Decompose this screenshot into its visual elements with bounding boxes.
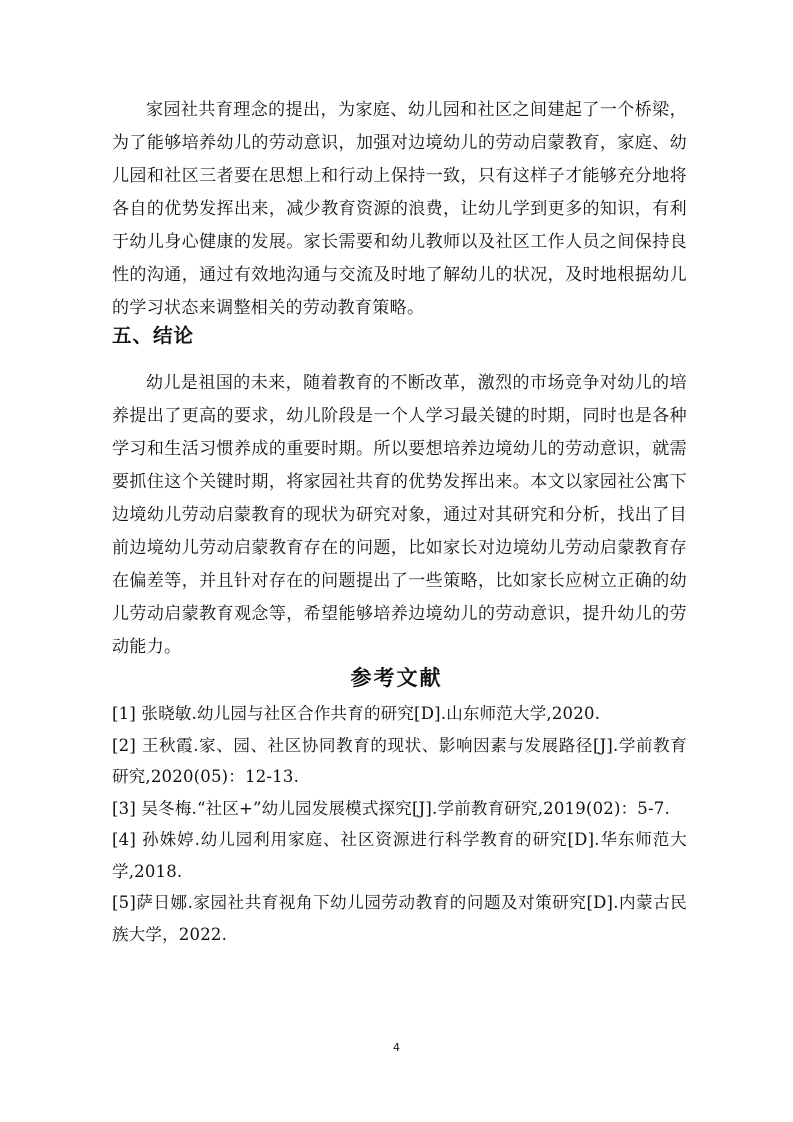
references-list — [112, 698, 687, 950]
reference-item: [5]萨日娜.家园社共育视角下幼儿园劳动教育的问题及对策研究[D].内蒙古民族大学，2022. — [112, 893, 687, 944]
reference-item: [3] 吴冬梅.“社区+”幼儿园发展模式探究[J].学前教育研究,2019(02)：5-7. — [112, 798, 670, 818]
reference-item: [4] 孙姝婷.幼儿园利用家庭、社区资源进行科学教育的研究[D].华东师范大学,2018. — [112, 830, 687, 881]
conclusion-paragraph: 幼儿是祖国的未来，随着教育的不断改革，激烈的市场竞争对幼儿的培养提出了更高的要求，幼儿阶段是一个人学习最关键的时期，同时也是各种学习和生活习惯养成的重要时期。所以要想培养边境幼儿的劳动意识，就需要抓住这个关键时期，将家园社共育的优势发挥出来。本文以家园社公寓下边境幼儿劳动启蒙教育的现状为研究对象，通过对其研究和分析，找出了目前边境幼儿劳动启蒙教育存在的问题，比如家长对边境幼儿劳动启蒙教育存在偏差等，并且针对存在的问题提出了一些策略，比如家长应树立正确的幼儿劳动启蒙教育观念等，希望能够培养边境幼儿的劳动意识，提升幼儿的劳动能力。 — [112, 373, 687, 657]
section-heading: 五、结论 — [112, 324, 195, 347]
references-title: 参考文献 — [350, 666, 443, 690]
body-paragraph: 家园社共育理念的提出，为家庭、幼儿园和社区之间建起了一个桥梁，为了能够培养幼儿的劳动意识，加强对边境幼儿的劳动启蒙教育，家庭、幼儿园和社区三者要在思想上和行动上保持一致，只有这样子才能够充分地将各自的优势发挥出来，减少教育资源的浪费，让幼儿学到更多的知识，有利于幼儿身心健康的发展。家长需要和幼儿教师以及社区工作人员之间保持良性的沟通，通过有效地沟通与交流及时地了解幼儿的状况，及时地根据幼儿的学习状态来调整相关的劳动教育策略。 — [112, 100, 687, 318]
reference-item: [1] 张晓敏.幼儿园与社区合作共育的研究[D].山东师范大学,2020. — [112, 704, 601, 723]
page-number: 4 — [393, 1041, 400, 1054]
reference-item: [2] 王秋霞.家、园、社区协同教育的现状、影响因素与发展路径[J].学前教育研究,2020(05)：12-13. — [112, 735, 687, 786]
